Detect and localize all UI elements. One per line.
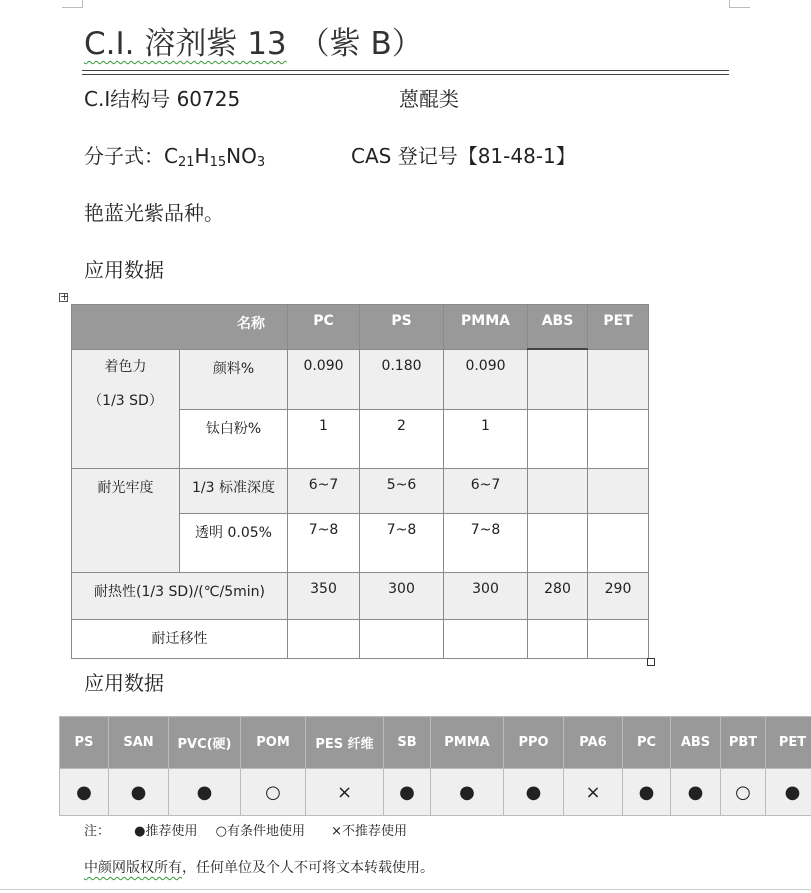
note-prefix: 注： (84, 824, 111, 839)
polymer-suitability-table (59, 716, 811, 816)
table-row (72, 349, 649, 409)
legend-note (84, 820, 407, 839)
formula-c-sub: 21 (177, 155, 195, 170)
molecular-formula (84, 140, 265, 170)
application-data-table (71, 304, 649, 659)
cell (528, 468, 588, 513)
cell (528, 409, 588, 468)
structure-number: C.I结构号 60725 (84, 87, 241, 111)
cas-number: CAS 登记号【81-48-1】 (351, 144, 576, 168)
polymer-header: PET (766, 717, 811, 769)
table-move-handle-icon[interactable] (59, 293, 68, 302)
title-rule-thick (82, 70, 729, 71)
section-heading-2: 应用数据 (84, 671, 164, 695)
suitability-mark: ● (504, 769, 564, 816)
transparent-label: 透明 0.05% (180, 513, 288, 572)
cell (528, 349, 588, 409)
table-row (72, 468, 649, 513)
polymer-header: PBT (721, 717, 766, 769)
page-corner-mark-right (729, 0, 750, 8)
header-pet: PET (588, 305, 649, 350)
cell: 280 (528, 572, 588, 619)
cell: 1 (444, 409, 528, 468)
polymer-header: SAN (109, 717, 169, 769)
formula-h-sub: 15 (209, 155, 227, 170)
cell: 7~8 (444, 513, 528, 572)
cell: 300 (360, 572, 444, 619)
note-conditional: ○有条件地使用 (215, 824, 305, 839)
tinting-strength-cell (72, 349, 180, 468)
cell (588, 468, 649, 513)
standard-depth-label: 1/3 标准深度 (180, 468, 288, 513)
suitability-mark: ○ (241, 769, 306, 816)
section-heading-1: 应用数据 (84, 258, 164, 282)
suitability-mark: ○ (721, 769, 766, 816)
title-rule-thin (82, 74, 729, 75)
polymer-header: POM (241, 717, 306, 769)
cell (588, 349, 649, 409)
header-name: 名称 (72, 305, 288, 350)
polymer-header: ABS (671, 717, 721, 769)
lightfastness-label: 耐光牢度 (72, 468, 180, 572)
cell: 6~7 (444, 468, 528, 513)
migration-label: 耐迁移性 (72, 619, 288, 658)
formula-no: NO (226, 144, 257, 168)
cell (444, 619, 528, 658)
cell: 0.090 (288, 349, 360, 409)
cell: 1 (288, 409, 360, 468)
chemical-class: 蒽醌类 (399, 87, 459, 111)
formula-label: 分子式： (84, 144, 164, 168)
copyright-site: 中颜网版权所有 (84, 860, 182, 876)
title-name: C.I. 溶剂紫 13 (84, 26, 287, 62)
polymer-header: PES 纤维 (306, 717, 384, 769)
polymer-header: PA6 (564, 717, 623, 769)
header-pmma: PMMA (444, 305, 528, 350)
title-paren: （紫 B） (298, 26, 423, 62)
suitability-mark: × (306, 769, 384, 816)
polymer-header: PPO (504, 717, 564, 769)
tinting-sublabel: （1/3 SD） (88, 392, 163, 409)
suitability-mark: ● (671, 769, 721, 816)
cell: 0.180 (360, 349, 444, 409)
copyright-notice (84, 857, 434, 877)
cell: 7~8 (360, 513, 444, 572)
note-not-recommended: ×不推荐使用 (331, 824, 408, 839)
copyright-rest: ，任何单位及个人不可将文本转载使用。 (182, 860, 434, 876)
formula-c: C (164, 144, 178, 168)
header-ps: PS (360, 305, 444, 350)
tinting-label: 着色力 (104, 358, 147, 375)
cell (528, 619, 588, 658)
header-pc: PC (288, 305, 360, 350)
cell (588, 619, 649, 658)
formula-o-sub: 3 (256, 155, 266, 170)
polymer-header: PS (60, 717, 109, 769)
description: 艳蓝光紫品种。 (84, 201, 224, 225)
note-recommended: ●推荐使用 (134, 824, 198, 839)
cell: 2 (360, 409, 444, 468)
tio2-label: 钛白粉% (180, 409, 288, 468)
suitability-header-row (60, 717, 811, 769)
suitability-mark: ● (766, 769, 811, 816)
cell (288, 619, 360, 658)
cell: 6~7 (288, 468, 360, 513)
heat-resistance-label: 耐热性(1/3 SD)/(℃/5min) (72, 572, 288, 619)
suitability-mark: × (564, 769, 623, 816)
cell: 290 (588, 572, 649, 619)
cell: 0.090 (444, 349, 528, 409)
polymer-header: SB (384, 717, 431, 769)
suitability-mark: ● (60, 769, 109, 816)
polymer-header: PC (623, 717, 671, 769)
table-row (72, 572, 649, 619)
cell: 7~8 (288, 513, 360, 572)
suitability-value-row (60, 769, 811, 816)
suitability-mark: ● (169, 769, 241, 816)
polymer-header: PMMA (431, 717, 504, 769)
table-header-row (72, 305, 649, 350)
table-resize-handle-icon[interactable] (647, 658, 655, 666)
page-bottom-rule (0, 889, 811, 890)
formula-h: H (194, 144, 210, 168)
table-row (72, 619, 649, 658)
cell (588, 513, 649, 572)
page-corner-mark-left (62, 0, 83, 8)
cell: 350 (288, 572, 360, 619)
polymer-header: PVC(硬) (169, 717, 241, 769)
pigment-label: 颜料% (180, 349, 288, 409)
suitability-mark: ● (623, 769, 671, 816)
cell: 300 (444, 572, 528, 619)
cell (588, 409, 649, 468)
suitability-mark: ● (431, 769, 504, 816)
document-title (84, 18, 423, 63)
cell: 5~6 (360, 468, 444, 513)
suitability-mark: ● (384, 769, 431, 816)
cell (528, 513, 588, 572)
suitability-mark: ● (109, 769, 169, 816)
header-abs: ABS (528, 305, 588, 350)
cell (360, 619, 444, 658)
